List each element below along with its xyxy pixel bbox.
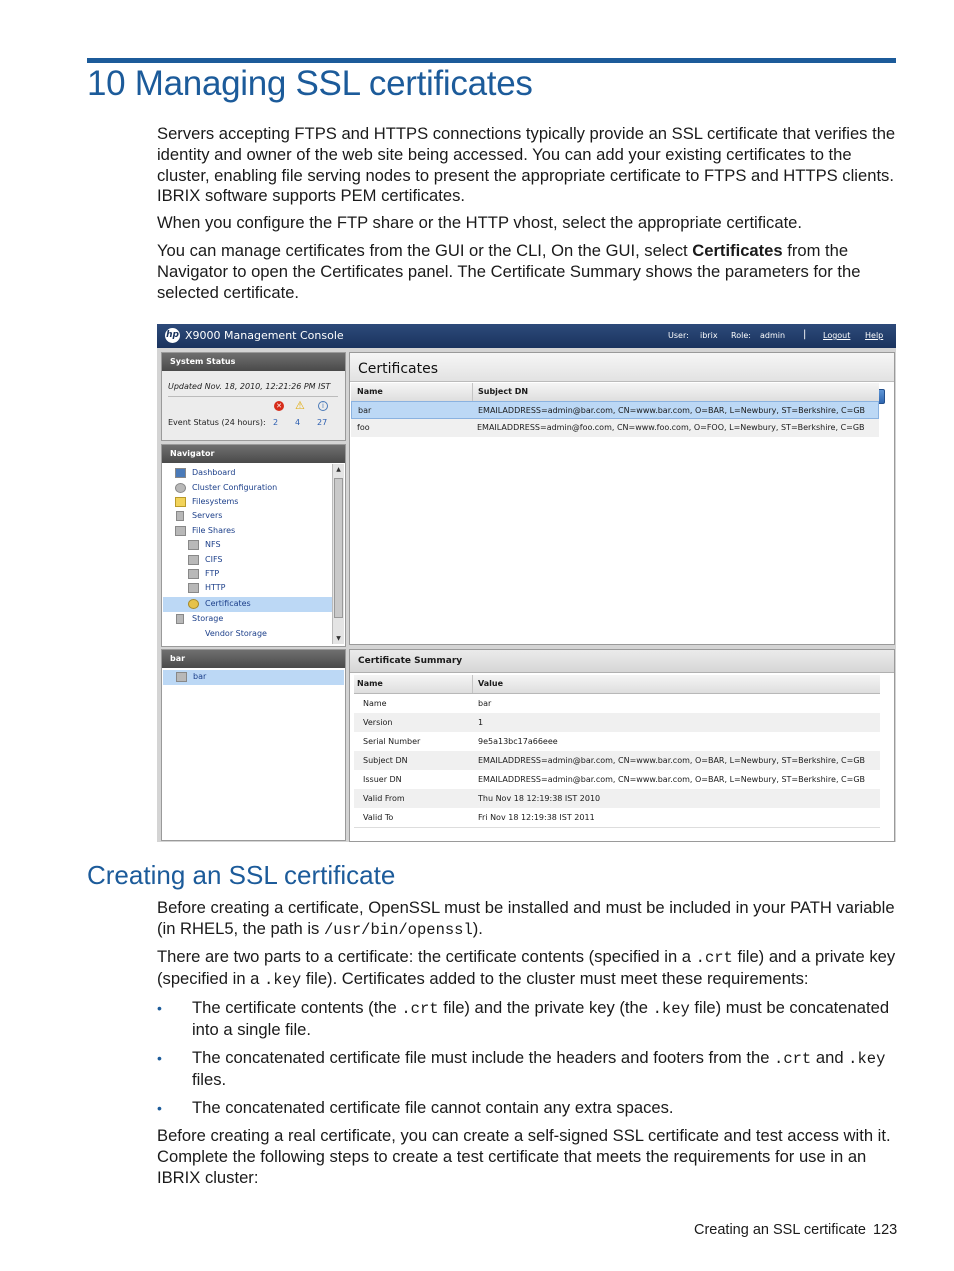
gear-icon	[175, 483, 186, 493]
logout-link[interactable]: Logout	[823, 331, 851, 340]
status-updated: Updated Nov. 18, 2010, 12:21:26 PM IST	[168, 382, 331, 391]
storage-icon	[176, 614, 184, 624]
title-separator: |	[803, 329, 807, 340]
summary-title: Certificate Summary	[358, 656, 463, 666]
share-icon	[175, 526, 186, 536]
chapter-rule	[87, 58, 896, 63]
user-label: User:	[668, 331, 689, 340]
certificate-icon	[176, 672, 187, 682]
user-value: ibrix	[700, 331, 718, 340]
navigator-scrollbar[interactable]	[332, 464, 344, 644]
share-icon	[188, 555, 199, 565]
navigator-panel: Navigator Dashboard Cluster Configuration Filesystems Servers File Shares NFS CIFS FTP HTTP Certificates Storage Vendor Storage ▲ ▼	[161, 444, 346, 647]
bullet-icon: •	[157, 1000, 162, 1016]
summary-row: Name bar	[354, 694, 880, 713]
warning-count[interactable]: 4	[295, 418, 301, 427]
table-row[interactable]: bar EMAILADDRESS=admin@bar.com, CN=www.bar.com, O=BAR, L=Newbury, ST=Berkshire, C=GB	[351, 401, 879, 419]
col-name[interactable]: Name	[357, 387, 383, 396]
certificates-table-header	[351, 383, 879, 402]
certificates-bold: Certificates	[692, 241, 783, 260]
role-label: Role:	[731, 331, 751, 340]
selection-item[interactable]: bar	[163, 670, 344, 685]
summary-table-header	[354, 675, 880, 694]
section-paragraph-3: Before creating a real certificate, you can create a self-signed SSL certificate and test access with it. Complete the following steps to create a test certificate that meets the requirements for use in an IBRIX cluster:	[157, 1126, 891, 1187]
scroll-down-icon[interactable]: ▼	[336, 635, 341, 642]
system-status-panel	[161, 352, 346, 441]
summary-row: Issuer DN EMAILADDRESS=admin@bar.com, CN=www.bar.com, O=BAR, L=Newbury, ST=Berkshire, C=GB	[354, 770, 880, 789]
summary-row: Version 1	[354, 713, 880, 732]
navigator-title: Navigator	[162, 445, 345, 463]
summary-col-name[interactable]: Name	[357, 679, 383, 688]
hp-logo: hp	[165, 328, 180, 343]
error-count[interactable]: 2	[273, 418, 279, 427]
share-icon	[188, 540, 199, 550]
scroll-thumb[interactable]	[334, 478, 343, 618]
certificates-panel	[349, 352, 895, 645]
summary-col-value[interactable]: Value	[478, 679, 504, 688]
intro-paragraph-2: When you configure the FTP share or the HTTP vhost, select the appropriate certificate.	[157, 213, 803, 232]
share-icon	[188, 583, 199, 593]
selection-panel	[161, 649, 346, 841]
info-count[interactable]: 27	[317, 418, 328, 427]
certificate-summary-panel	[349, 649, 895, 842]
table-row[interactable]: foo EMAILADDRESS=admin@foo.com, CN=www.foo.com, O=FOO, L=Newbury, ST=Berkshire, C=GB	[351, 419, 879, 437]
dashboard-icon	[175, 468, 186, 478]
info-icon: i	[318, 401, 328, 411]
page-number: 123	[873, 1222, 898, 1238]
app-title: X9000 Management Console	[185, 329, 344, 342]
intro-paragraph-1: Servers accepting FTPS and HTTPS connections typically provide an SSL certificate that verifies the identity and owner of the web site being accessed. You can add your existing certificates to the cluster, enabling file serving nodes to present the appropriate certificate to FTPS and HTTPS clients. IBRIX software supports PEM certificates.	[157, 124, 896, 206]
openssl-path: /usr/bin/openssl	[323, 920, 473, 939]
chapter-title: 10 Managing SSL certificates	[87, 64, 533, 103]
summary-row: Subject DN EMAILADDRESS=admin@bar.com, CN=www.bar.com, O=BAR, L=Newbury, ST=Berkshire, C=GB	[354, 751, 880, 770]
system-status-title: System Status	[162, 353, 345, 371]
summary-row: Valid To Fri Nov 18 12:19:38 IST 2011	[354, 808, 880, 828]
certificate-icon	[188, 599, 199, 609]
console-screenshot	[157, 324, 896, 842]
share-icon	[188, 569, 199, 579]
summary-row: Valid From Thu Nov 18 12:19:38 IST 2010	[354, 789, 880, 808]
col-subject-dn[interactable]: Subject DN	[478, 387, 529, 396]
error-icon: ✕	[274, 401, 284, 411]
certificates-title: Certificates	[358, 361, 439, 377]
summary-row: Serial Number 9e5a13bc17a66eee	[354, 732, 880, 751]
server-icon	[176, 511, 184, 521]
footer-section: Creating an SSL certificate	[694, 1222, 866, 1238]
warning-icon: ⚠	[295, 399, 305, 412]
selection-title: bar	[162, 650, 345, 668]
bullet-icon: •	[157, 1050, 162, 1066]
intro-paragraph-3: You can manage certificates from the GUI or the CLI, On the GUI, select Certificates from the Navigator to open the Certificates panel. The Certificate Summary shows the parameters for the selected certificate.	[157, 241, 861, 302]
console-titlebar	[157, 324, 896, 348]
folder-icon	[175, 497, 186, 507]
bullet-icon: •	[157, 1100, 162, 1116]
scroll-up-icon[interactable]: ▲	[336, 466, 341, 473]
help-link[interactable]: Help	[865, 331, 884, 340]
role-value: admin	[760, 331, 786, 340]
section-title: Creating an SSL certificate	[87, 860, 396, 890]
event-status-label: Event Status (24 hours):	[168, 418, 266, 427]
section-paragraph-1: Before creating a certificate, OpenSSL must be installed and must be included in your PATH variable (in RHEL5, the path is /usr/bin/openssl).	[157, 898, 895, 939]
section-paragraph-2: There are two parts to a certificate: the certificate contents (specified in a .crt file) and a private key (specified in a .key file). Certificates added to the cluster must meet these requirements:	[157, 947, 896, 989]
